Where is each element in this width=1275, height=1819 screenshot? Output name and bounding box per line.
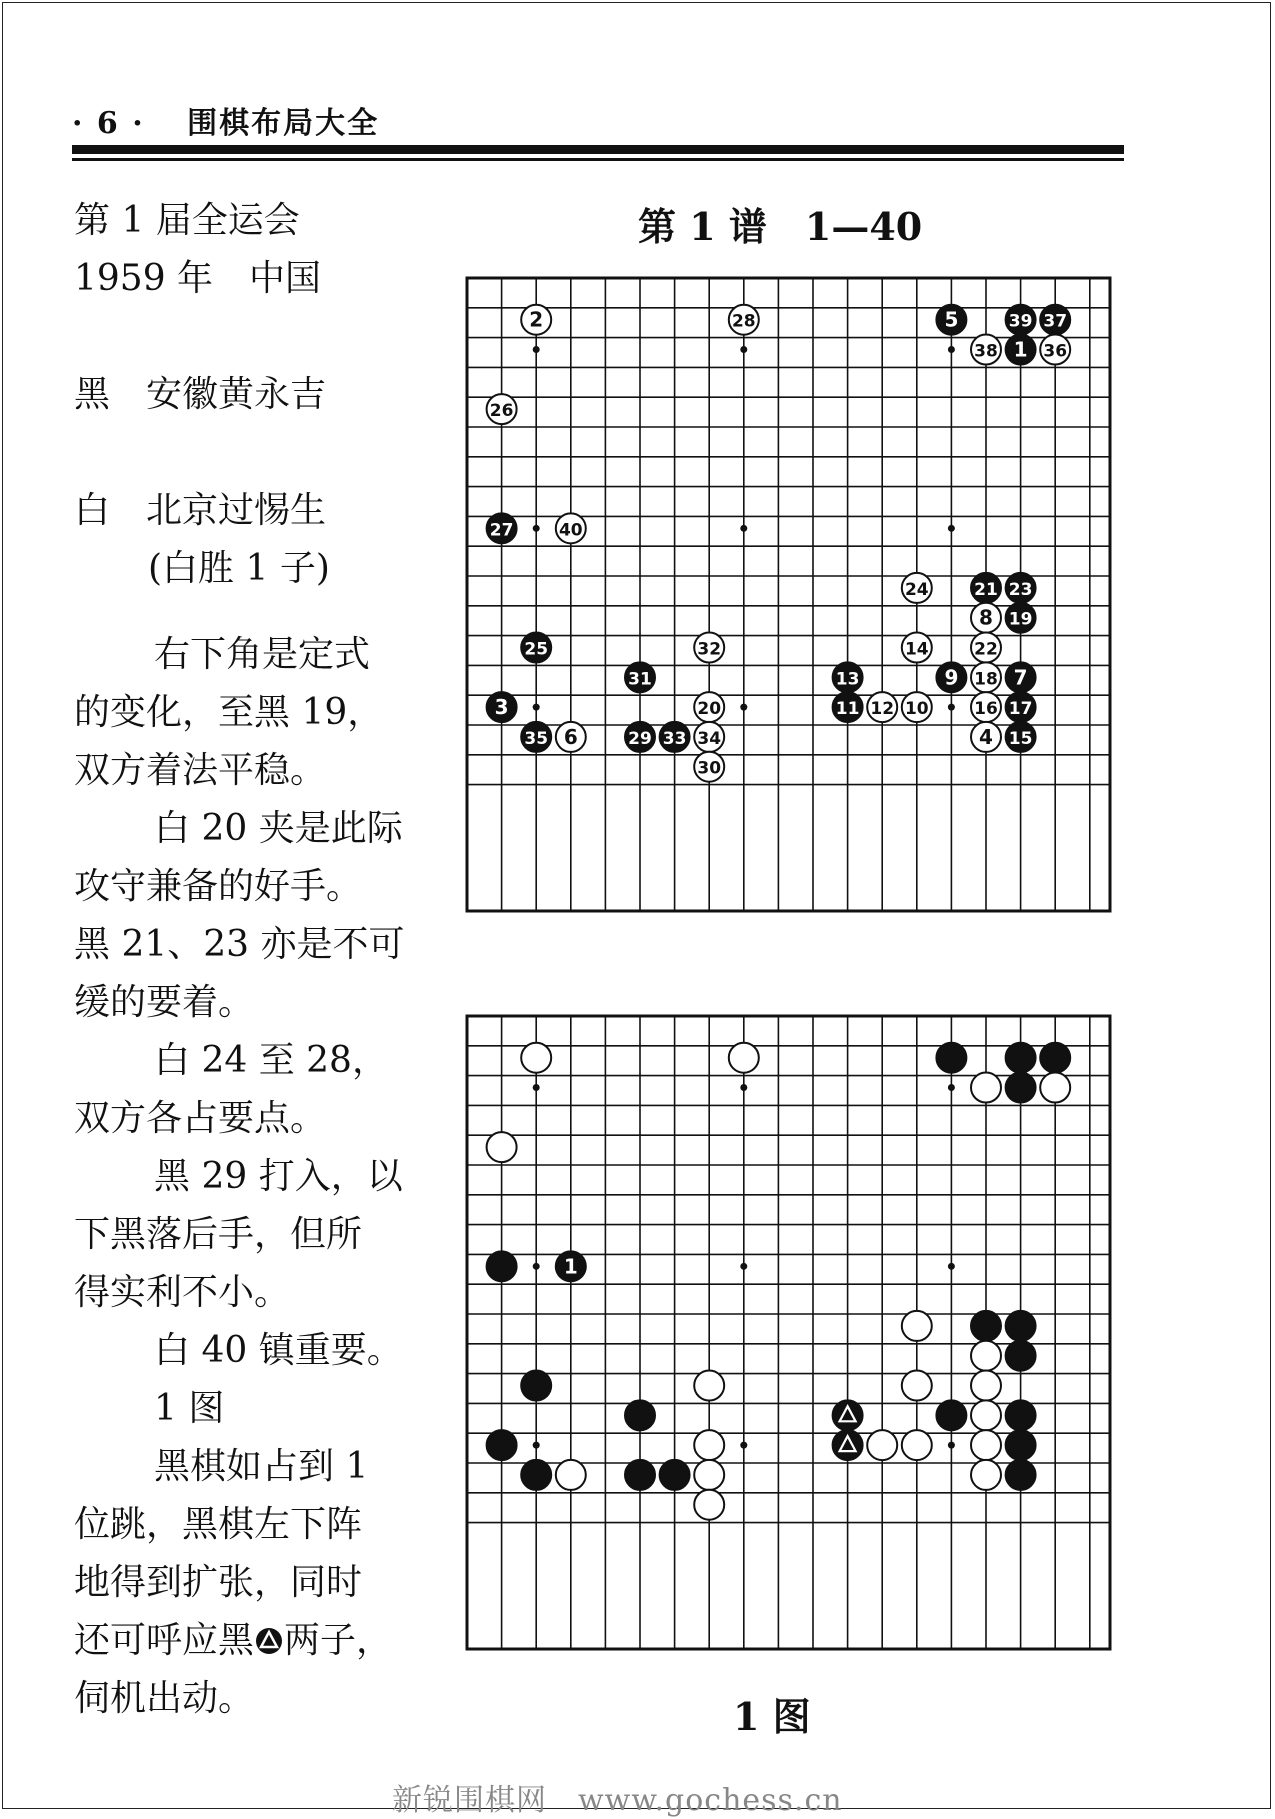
star-point xyxy=(740,346,747,353)
commentary-line: 下黑落后手，但所 xyxy=(74,1214,363,1255)
go-board-figure-1 xyxy=(467,1016,1110,1649)
watermark-footer: 新锐围棋网 www.gochess.cn xyxy=(392,1783,843,1818)
black-stone xyxy=(625,1460,655,1490)
commentary-line: 还可呼应黑 xyxy=(74,1620,255,1661)
commentary-line: 白 24 至 28， xyxy=(154,1040,388,1081)
move-number: 30 xyxy=(697,758,722,779)
star-point xyxy=(948,1442,955,1449)
event-date-place: 1959 年 中国 xyxy=(74,258,322,299)
commentary-line: 白 20 夹是此际 xyxy=(154,808,403,849)
star-point xyxy=(740,1263,747,1270)
star-point xyxy=(740,1084,747,1091)
white-stone xyxy=(902,1371,932,1401)
black-player: 黑 安徽黄永吉 xyxy=(74,374,327,415)
star-point xyxy=(948,704,955,711)
move-number: 33 xyxy=(662,728,687,749)
white-stone xyxy=(556,1460,586,1490)
black-stone xyxy=(1006,1460,1036,1490)
move-number: 36 xyxy=(1043,341,1068,362)
event-name: 第 1 届全运会 xyxy=(74,200,300,241)
move-number: 20 xyxy=(697,699,722,720)
black-stone xyxy=(521,1460,551,1490)
go-board-game-record xyxy=(467,278,1110,911)
black-stone xyxy=(1006,1073,1036,1103)
move-number: 14 xyxy=(904,639,929,660)
commentary-line: 黑棋如占到 1 xyxy=(154,1446,369,1487)
move-number: 9 xyxy=(944,665,959,690)
black-stone xyxy=(1040,1043,1070,1073)
star-point xyxy=(740,704,747,711)
move-number: 38 xyxy=(974,341,998,362)
commentary-line: 1 图 xyxy=(154,1388,225,1429)
move-number: 27 xyxy=(489,520,514,541)
star-point xyxy=(533,346,540,353)
book-title: 围棋布局大全 xyxy=(187,106,380,141)
move-number: 4 xyxy=(979,724,993,749)
white-stone xyxy=(971,1430,1001,1460)
black-stone xyxy=(660,1460,690,1490)
move-number: 17 xyxy=(1008,699,1033,720)
black-stone xyxy=(1006,1430,1036,1460)
white-stone xyxy=(971,1371,1001,1401)
move-number: 37 xyxy=(1043,311,1068,332)
commentary-line: 地得到扩张，同时 xyxy=(74,1562,363,1603)
white-stone xyxy=(902,1430,932,1460)
move-number: 1 xyxy=(1013,337,1028,362)
black-stone xyxy=(1006,1341,1036,1371)
white-stone xyxy=(521,1043,551,1073)
black-stone xyxy=(1006,1311,1036,1341)
move-number: 16 xyxy=(974,699,998,720)
black-stone xyxy=(971,1311,1001,1341)
commentary-line: 白 40 镇重要。 xyxy=(154,1330,403,1371)
star-point xyxy=(533,1084,540,1091)
move-number: 40 xyxy=(558,520,583,541)
page-number: · 6 · xyxy=(72,106,145,141)
white-stone xyxy=(971,1073,1001,1103)
move-number: 15 xyxy=(1008,728,1033,749)
black-stone xyxy=(521,1371,551,1401)
move-number: 26 xyxy=(489,401,514,422)
white-stone xyxy=(694,1430,724,1460)
commentary-line: 伺机出动。 xyxy=(74,1678,255,1719)
move-number: 13 xyxy=(835,669,860,690)
move-number: 32 xyxy=(697,639,722,660)
star-point xyxy=(533,1263,540,1270)
white-stone xyxy=(971,1341,1001,1371)
star-point xyxy=(533,1442,540,1449)
move-number: 34 xyxy=(697,728,722,749)
move-number: 12 xyxy=(870,699,895,720)
white-stone xyxy=(729,1043,759,1073)
move-number: 28 xyxy=(731,311,756,332)
black-stone xyxy=(1006,1400,1036,1430)
black-stone xyxy=(487,1251,517,1281)
commentary-line: 右下角是定式 xyxy=(154,634,371,675)
move-number: 22 xyxy=(974,639,998,660)
commentary-line: 双方各占要点。 xyxy=(74,1098,327,1139)
move-number: 7 xyxy=(1013,665,1028,690)
star-point xyxy=(948,1263,955,1270)
white-player: 白 北京过惕生 xyxy=(74,490,327,531)
star-point xyxy=(740,525,747,532)
white-stone xyxy=(1040,1073,1070,1103)
white-stone xyxy=(487,1132,517,1162)
move-number: 29 xyxy=(628,728,652,749)
white-stone xyxy=(694,1490,724,1520)
white-stone xyxy=(971,1400,1001,1430)
move-number: 5 xyxy=(944,307,959,332)
commentary-line: 得实利不小。 xyxy=(74,1272,291,1313)
move-number: 8 xyxy=(979,605,993,630)
game-result: (白胜 1 子) xyxy=(148,548,330,589)
move-number: 35 xyxy=(524,728,549,749)
move-number: 18 xyxy=(974,669,998,690)
white-stone xyxy=(694,1371,724,1401)
move-number: 39 xyxy=(1008,311,1033,332)
move-number: 21 xyxy=(974,579,998,600)
star-point xyxy=(948,1084,955,1091)
black-stone xyxy=(936,1043,966,1073)
move-number: 31 xyxy=(628,669,652,690)
commentary-line: 的变化，至黑 19， xyxy=(74,692,384,733)
white-stone xyxy=(867,1430,897,1460)
move-number: 10 xyxy=(904,699,929,720)
move-number: 2 xyxy=(529,307,544,332)
commentary-line: 缓的要着。 xyxy=(74,982,255,1023)
white-stone xyxy=(902,1311,932,1341)
diagram-caption: 1 图 xyxy=(733,1694,811,1739)
commentary-line: 黑 29 打入，以 xyxy=(154,1156,403,1197)
black-stone xyxy=(487,1430,517,1460)
star-point xyxy=(740,1442,747,1449)
white-stone xyxy=(971,1460,1001,1490)
white-stone xyxy=(694,1460,724,1490)
move-number: 25 xyxy=(524,639,549,660)
commentary-line: 位跳，黑棋左下阵 xyxy=(74,1504,363,1545)
move-number: 23 xyxy=(1008,579,1033,600)
commentary-line: 黑 21、23 亦是不可 xyxy=(74,924,405,965)
move-number: 1 xyxy=(563,1254,578,1279)
move-number: 11 xyxy=(835,699,860,720)
black-stone xyxy=(625,1400,655,1430)
black-stone xyxy=(936,1400,966,1430)
move-number: 24 xyxy=(904,579,929,600)
move-number: 19 xyxy=(1008,609,1033,630)
move-number: 6 xyxy=(563,724,578,749)
diagram-title: 第 1 谱 1—40 xyxy=(638,204,923,249)
commentary-line: 双方着法平稳。 xyxy=(74,750,327,791)
star-point xyxy=(533,704,540,711)
star-point xyxy=(948,346,955,353)
star-point xyxy=(948,525,955,532)
star-point xyxy=(533,525,540,532)
commentary-line: 两子， xyxy=(284,1620,393,1661)
move-number: 3 xyxy=(494,695,509,720)
commentary-line: 攻守兼备的好手。 xyxy=(74,866,363,907)
black-stone xyxy=(1006,1043,1036,1073)
